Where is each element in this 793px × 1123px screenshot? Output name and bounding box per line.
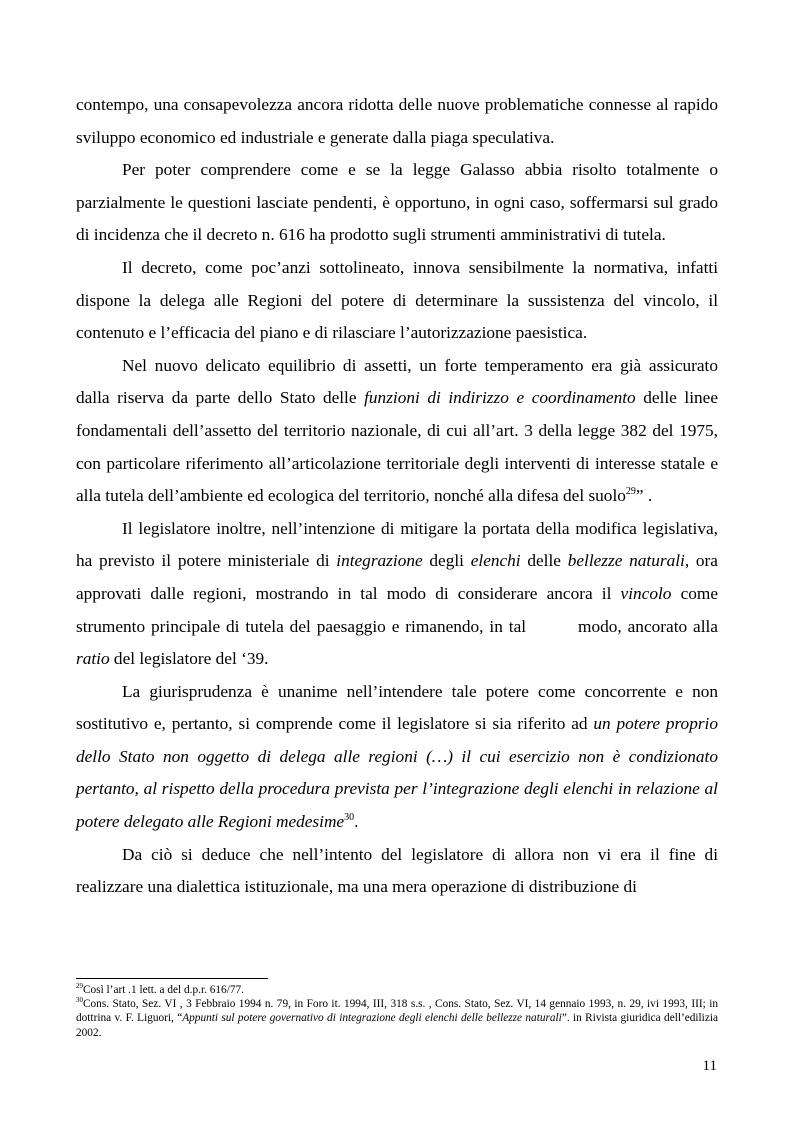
footnote-text: Così l’art .1 lett. a del d.p.r. 616/77.: [83, 984, 244, 996]
paragraph-continuation: contempo, una consapevolezza ancora ridotta delle nuove problematiche connesse al rapido sviluppo economico ed industriale e generate dalla piaga speculativa.: [76, 95, 718, 147]
text-run: come strumento principale di tutela del paesaggio e rimanendo, in tal: [76, 583, 718, 636]
footnote-ref-30[interactable]: 30: [344, 812, 355, 824]
italic-run: ratio: [76, 649, 110, 669]
italic-run: un potere proprio dello Stato non oggetto di delega alle regioni (…) il cui esercizio non è condizionato pertanto, al rispetto della procedura prevista per l’integrazione degli elenchi in relazione al potere delegato alle Regioni medesime: [76, 714, 719, 832]
footnote-number: 29: [76, 982, 83, 991]
text-run: delle: [520, 551, 568, 571]
text-run: .: [354, 812, 359, 832]
paragraph-galasso: Per poter comprendere come e se la legge Galasso abbia risolto totalmente o parzialmente le questioni lasciate pendenti, è opportuno, in ogni caso, soffermarsi sul grado di incidenza che il decreto n. 616 ha prodotto sugli strumenti amministrativi di tutela.: [76, 160, 718, 245]
body-text: [76, 89, 718, 904]
footnote-text: ”. in Rivista giuridica dell’edilizia 2002.: [76, 1012, 718, 1039]
text-run: del legislatore del ‘39.: [109, 649, 269, 669]
italic-run: bellezze naturali,: [567, 551, 690, 571]
italic-run: elenchi: [470, 551, 521, 571]
footnote-separator: [76, 978, 268, 979]
paragraph-decreto: Il decreto, come poc’anzi sottolineato, innova sensibilmente la normativa, infatti dispone la delega alle Regioni del potere di determinare la sussistenza del vincolo, il contenuto e l’efficacia del piano e di rilasciare l’autorizzazione paesistica.: [76, 257, 718, 343]
italic-run: vincolo: [620, 583, 672, 603]
paragraph-giurisprudenza: [76, 676, 718, 839]
text-run: La giurisprudenza è unanime nell’intendere tale potere come concorrente e non sostitutivo e, pertanto, si comprende come il legislatore si sia riferito ad: [76, 681, 718, 734]
page-number: 11: [702, 1058, 717, 1074]
text-run: ora approvati dalle regioni, mostrando in tal modo di considerare ancora il: [76, 551, 718, 603]
footnote-30: [76, 997, 718, 1040]
paragraph-deduzione: Da ciò si deduce che nell’intento del legislatore di allora non vi era il fine di realizzare una dialettica istituzionale, ma una mera operazione di distribuzione di: [76, 844, 718, 897]
italic-run: integrazione: [336, 551, 423, 571]
footnote-number: 30: [76, 996, 83, 1005]
footnote-italic-title: Appunti sul potere governativo di integrazione degli elenchi delle bellezze naturali: [182, 1012, 562, 1025]
italic-run: funzioni di indirizzo e coordinamento: [364, 388, 636, 408]
text-run: Il legislatore inoltre, nell’intenzione di mitigare la portata della modifica legislativa, ha previsto il potere ministeriale di: [76, 518, 718, 571]
italic-run: ,: [417, 420, 422, 440]
paragraph-legislatore: [76, 513, 718, 676]
text-run: modo, ancorato alla: [578, 616, 718, 636]
text-run: di cui all’art. 3 della legge 382 del 1975, con particolare riferimento all’articolazione territoriale degli interventi di interesse statale e alla tutela dell’ambiente ed ecologica del territorio, nonché alla difesa del suolo: [76, 420, 718, 506]
footnote-29: [76, 983, 718, 997]
footnote-ref-29[interactable]: 29: [625, 486, 636, 498]
text-run: Nel nuovo delicato equilibrio di assetti, un forte temperamento era già assicurato dalla riserva da parte dello Stato delle: [76, 355, 718, 408]
text-run: ” .: [635, 486, 653, 506]
footnote-text: Cons. Stato, Sez. VI , 3 Febbraio 1994 n. 79, in Foro it. 1994, III, 318 s.s. , Cons. Stato, Sez. VI, 14 gennaio 1993, n. 29, ivi 1993, III; in dottrina v. F. Liguori, “: [76, 998, 718, 1025]
text-run: degli: [422, 551, 471, 571]
footnotes: [76, 983, 718, 1040]
text-run: delle linee fondamentali dell’assetto del territorio nazionale: [76, 388, 718, 440]
paragraph-equilibrio: [76, 350, 718, 513]
